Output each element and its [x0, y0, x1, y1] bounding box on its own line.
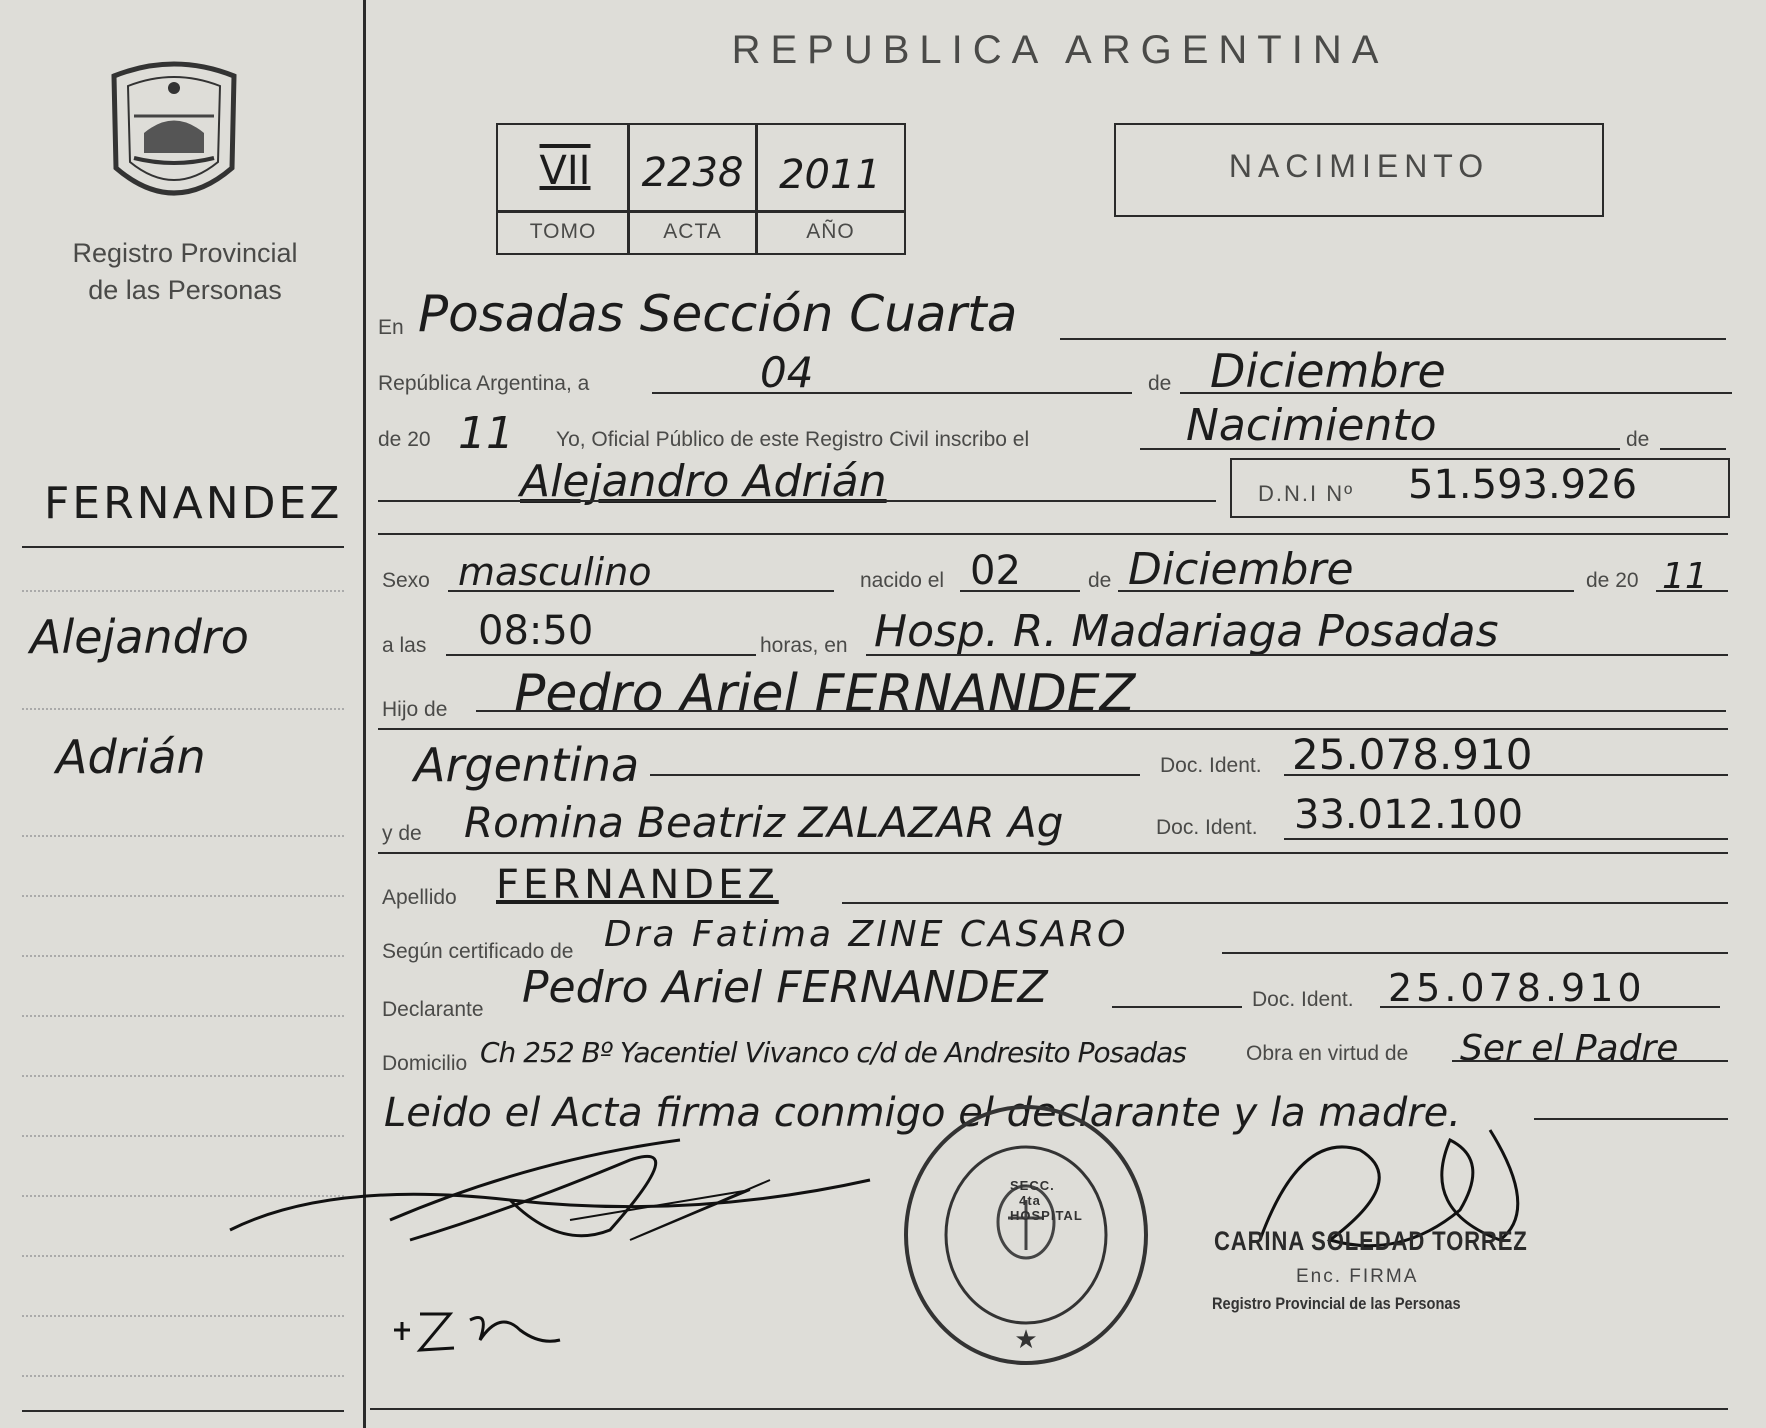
mother-signature-icon	[390, 1300, 570, 1360]
margin-dotted-line	[22, 1315, 344, 1317]
event-value: Nacimiento	[1186, 400, 1437, 451]
margin-name1: Alejandro	[30, 610, 249, 664]
de-label3: de	[1088, 569, 1112, 592]
birth-time-rule	[446, 654, 756, 656]
apellido-label: Apellido	[382, 886, 457, 909]
birth-place-value: Hosp. R. Madariaga Posadas	[874, 606, 1499, 657]
de-label: de	[1148, 372, 1172, 395]
leido-rule	[1534, 1118, 1728, 1120]
officer-role: Enc. FIRMA	[1296, 1266, 1419, 1287]
document-type: NACIMIENTO	[1228, 148, 1490, 184]
dni-label: D.N.I Nº	[1258, 481, 1355, 506]
margin-dotted-line	[22, 955, 344, 957]
margin-dotted-line	[22, 895, 344, 897]
mother-doc-rule	[1284, 838, 1728, 840]
de-rule	[1660, 448, 1726, 450]
stamp-inner-text: SECC. 4ta HOSPITAL	[1010, 1178, 1083, 1223]
obra-rule	[1452, 1060, 1728, 1062]
sexo-label: Sexo	[382, 569, 430, 592]
country-title: REPUBLICA ARGENTINA	[731, 28, 1389, 72]
place-rule	[1060, 338, 1726, 340]
certificado-value: Dra Fatima ZINE CASARO	[604, 914, 1129, 955]
apellido-value: FERNANDEZ	[496, 862, 779, 908]
doc-label2: Doc. Ident.	[1156, 816, 1258, 839]
tomo-value: VII	[539, 148, 591, 194]
domicilio-label: Domicilio	[382, 1052, 468, 1075]
acta-value: 2238	[641, 150, 744, 196]
anio-label: AÑO	[806, 220, 855, 243]
de20-label2: de 20	[1586, 569, 1639, 592]
registry-line2: de las Personas	[88, 275, 282, 305]
declarante-label: Declarante	[382, 998, 484, 1021]
father-value: Pedro Ariel FERNANDEZ	[514, 664, 1136, 724]
birth-day-rule	[960, 590, 1080, 592]
margin-bottom-rule	[22, 1410, 344, 1412]
event-rule	[1140, 448, 1620, 450]
tomo-label: TOMO	[529, 220, 597, 243]
apellido-rule	[842, 902, 1728, 904]
registry-stamp-icon	[896, 1100, 1156, 1370]
leido-value: Leido el Acta firma conmigo el declarante y la madre.	[384, 1090, 1461, 1136]
declarant-signature-icon	[210, 1120, 930, 1260]
margin-dotted-line	[22, 590, 344, 592]
obra-label: Obra en virtud de	[1246, 1042, 1409, 1065]
birth-year-rule	[1656, 590, 1728, 592]
day-rule	[652, 392, 1132, 394]
officer-name: CARINA SOLEDAD TORREZ	[1214, 1226, 1528, 1256]
registry-line1: Registro Provincial	[72, 238, 298, 268]
birth-year-suffix-value: 11	[1662, 556, 1708, 597]
registry-name	[40, 235, 330, 309]
mother-value: Romina Beatriz ZALAZAR Ag	[464, 798, 1064, 847]
alas-label: a las	[382, 634, 427, 657]
birth-place-rule	[866, 654, 1728, 656]
declarante-doc-rule	[1380, 1006, 1720, 1008]
hijo-label: Hijo de	[382, 698, 448, 721]
doc-label: Doc. Ident.	[1160, 754, 1262, 777]
margin-dotted-line	[22, 835, 344, 837]
margin-dotted-line	[22, 1375, 344, 1377]
child-name-value: Alejandro Adrián	[520, 456, 887, 507]
svg-text:★: ★	[1014, 1325, 1038, 1355]
republica-label: República Argentina, a	[378, 372, 590, 395]
day-value: 04	[760, 348, 814, 397]
child-name-rule	[378, 500, 1216, 502]
section-rule3	[378, 852, 1728, 854]
de-label2: de	[1626, 428, 1650, 451]
margin-surname: FERNANDEZ	[44, 478, 343, 529]
sexo-value: masculino	[458, 550, 652, 594]
birth-time-value: 08:50	[478, 608, 594, 654]
month-value: Diciembre	[1210, 344, 1446, 398]
certificado-rule	[1222, 952, 1728, 954]
margin-dotted-line	[22, 1075, 344, 1077]
margin-dotted-line	[22, 1015, 344, 1017]
margin-rule	[22, 546, 344, 548]
margin-dotted-line	[22, 708, 344, 710]
place-value: Posadas Sección Cuarta	[418, 285, 1018, 343]
margin-name2: Adrián	[56, 730, 206, 784]
officer-org: Registro Provincial de las Personas	[1212, 1294, 1461, 1313]
father-doc-value: 25.078.910	[1292, 730, 1533, 779]
father-rule	[476, 710, 1726, 712]
declarante-doc-value: 25.078.910	[1388, 966, 1646, 1010]
father-nationality-value: Argentina	[414, 738, 640, 792]
birth-month-value: Diciembre	[1128, 544, 1354, 595]
anio-value: 2011	[779, 152, 881, 198]
stamp-ring-text	[860, 1100, 866, 1106]
yo-label: Yo, Oficial Público de este Registro Civil inscribo el	[556, 428, 1030, 451]
horas-label: horas, en	[760, 634, 848, 657]
nationality-rule	[650, 774, 1140, 776]
en-label: En	[378, 316, 404, 339]
declarante-value: Pedro Ariel FERNANDEZ	[522, 962, 1048, 1013]
yde-label: y de	[382, 822, 422, 845]
birth-month-rule	[1118, 590, 1574, 592]
sexo-rule	[448, 590, 834, 592]
doc-label3: Doc. Ident.	[1252, 988, 1354, 1011]
birth-day-value: 02	[970, 548, 1021, 594]
acta-label: ACTA	[663, 220, 722, 243]
section-rule	[378, 533, 1728, 535]
segun-label: Según certificado de	[382, 940, 574, 963]
domicilio-value: Ch 252 Bº Yacentiel Vivanco c/d de Andresito Posadas	[480, 1036, 1186, 1069]
bottom-rule	[370, 1408, 1728, 1410]
declarante-rule	[1112, 1006, 1242, 1008]
mother-doc-value: 33.012.100	[1294, 792, 1524, 838]
dni-value: 51.593.926	[1408, 462, 1638, 508]
obra-value: Ser el Padre	[1460, 1028, 1679, 1069]
year-suffix-value: 11	[458, 408, 514, 459]
misiones-seal-icon	[104, 58, 244, 210]
father-doc-rule	[1284, 774, 1728, 776]
nacido-label: nacido el	[860, 569, 945, 592]
de20-label: de 20	[378, 428, 431, 451]
